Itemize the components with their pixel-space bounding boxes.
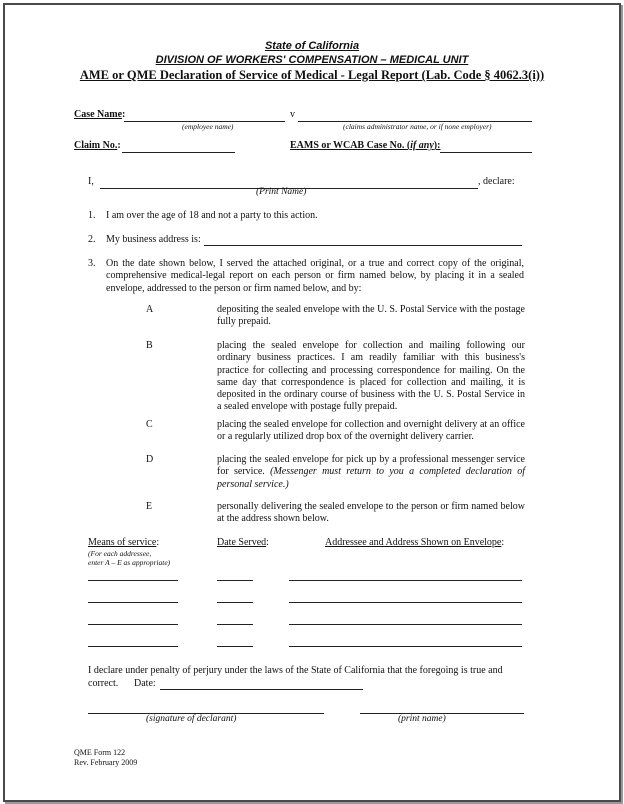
item-3-text: On the date shown below, I served the attached original, or a true and correct copy of the original, comprehensive medical-legal report on each person or firm named below, by placing it in a sealed envelope, addressed to the person or firm named below, and by: xyxy=(106,258,524,294)
form-title: AME or QME Declaration of Service of Medical - Legal Report (Lab. Code § 4062.3(i)) xyxy=(79,68,545,82)
eams-case-label: EAMS or WCAB Case No. (if any): xyxy=(290,140,441,151)
option-e-text: personally delivering the sealed envelope to the person or firm named below at the address shown below. xyxy=(217,501,525,525)
option-c-text: placing the sealed envelope for collection and overnight delivery at an office or a regularly utilized drop box of the overnight delivery carrier. xyxy=(217,419,525,443)
addressee-field[interactable] xyxy=(289,646,522,647)
declarant-i: I, xyxy=(88,176,94,187)
case-name-label: Case Name: xyxy=(74,109,126,120)
option-a-letter: A xyxy=(146,304,154,315)
date-served-header: Date Served: xyxy=(217,537,269,548)
employee-name-note: (employee name) xyxy=(182,122,234,131)
date-field[interactable] xyxy=(160,689,363,690)
perjury-statement-end: correct. xyxy=(88,678,119,689)
state-heading: State of California xyxy=(264,40,360,52)
option-b-letter: B xyxy=(146,340,153,351)
means-note-1: (For each addressee, xyxy=(88,549,152,558)
option-b-text: placing the sealed envelope for collection and mailing following our ordinary business practices. I am readily familiar with this business's practice for collecting and processing correspondence for mailing. On the same day that correspondence is placed for collection and mailing, it is deposited in the ordinary course of business with the U. S. Postal Service in a sealed envelope with postage fully prepaid. xyxy=(217,340,525,413)
means-field[interactable] xyxy=(88,646,178,647)
versus-label: v xyxy=(290,109,295,120)
form-number: QME Form 122 xyxy=(74,748,126,757)
print-name-signature-caption: (print name) xyxy=(398,714,446,724)
option-e-letter: E xyxy=(146,501,153,512)
declare-label: , declare: xyxy=(478,176,515,187)
form-revision: Rev. February 2009 xyxy=(74,758,138,767)
date-field[interactable] xyxy=(217,624,253,625)
date-label: Date: xyxy=(134,678,156,689)
claim-no-field[interactable] xyxy=(122,152,235,153)
addressee-field[interactable] xyxy=(289,624,522,625)
option-d-letter: D xyxy=(146,454,154,465)
item-1-number: 1. xyxy=(88,210,96,221)
item-2-text: My business address is: xyxy=(106,234,201,245)
business-address-field[interactable] xyxy=(204,245,522,246)
perjury-statement: I declare under penalty of perjury under the laws of the State of California that the foregoing is true and xyxy=(88,665,503,676)
means-field[interactable] xyxy=(88,580,178,581)
means-note-2: enter A – E as appropriate) xyxy=(88,558,171,567)
claim-no-label: Claim No.: xyxy=(74,140,121,151)
administrator-note: (claims administrator name, or if none employer) xyxy=(343,122,492,131)
addressee-field[interactable] xyxy=(289,580,522,581)
means-field[interactable] xyxy=(88,602,178,603)
addressee-header: Addressee and Address Shown on Envelope: xyxy=(325,537,505,548)
means-field[interactable] xyxy=(88,624,178,625)
addressee-field[interactable] xyxy=(289,602,522,603)
item-1-text: I am over the age of 18 and not a party to this action. xyxy=(106,210,318,221)
means-of-service-header: Means of service: xyxy=(88,537,160,548)
eams-case-field[interactable] xyxy=(440,152,532,153)
signature-caption: (signature of declarant) xyxy=(146,714,237,724)
item-3-number: 3. xyxy=(88,258,96,269)
date-field[interactable] xyxy=(217,602,253,603)
print-name-caption: (Print Name) xyxy=(256,187,307,197)
option-a-text: depositing the sealed envelope with the U. S. Postal Service with the postage fully prepaid. xyxy=(217,304,525,328)
division-heading: DIVISION OF WORKERS' COMPENSATION – MEDICAL UNIT xyxy=(155,54,469,66)
item-2-number: 2. xyxy=(88,234,96,245)
date-field[interactable] xyxy=(217,580,253,581)
date-field[interactable] xyxy=(217,646,253,647)
option-d-text: placing the sealed envelope for pick up by a professional messenger service for service. (Messenger must return to you a completed declaration of personal service.) xyxy=(217,454,526,490)
option-c-letter: C xyxy=(146,419,153,430)
